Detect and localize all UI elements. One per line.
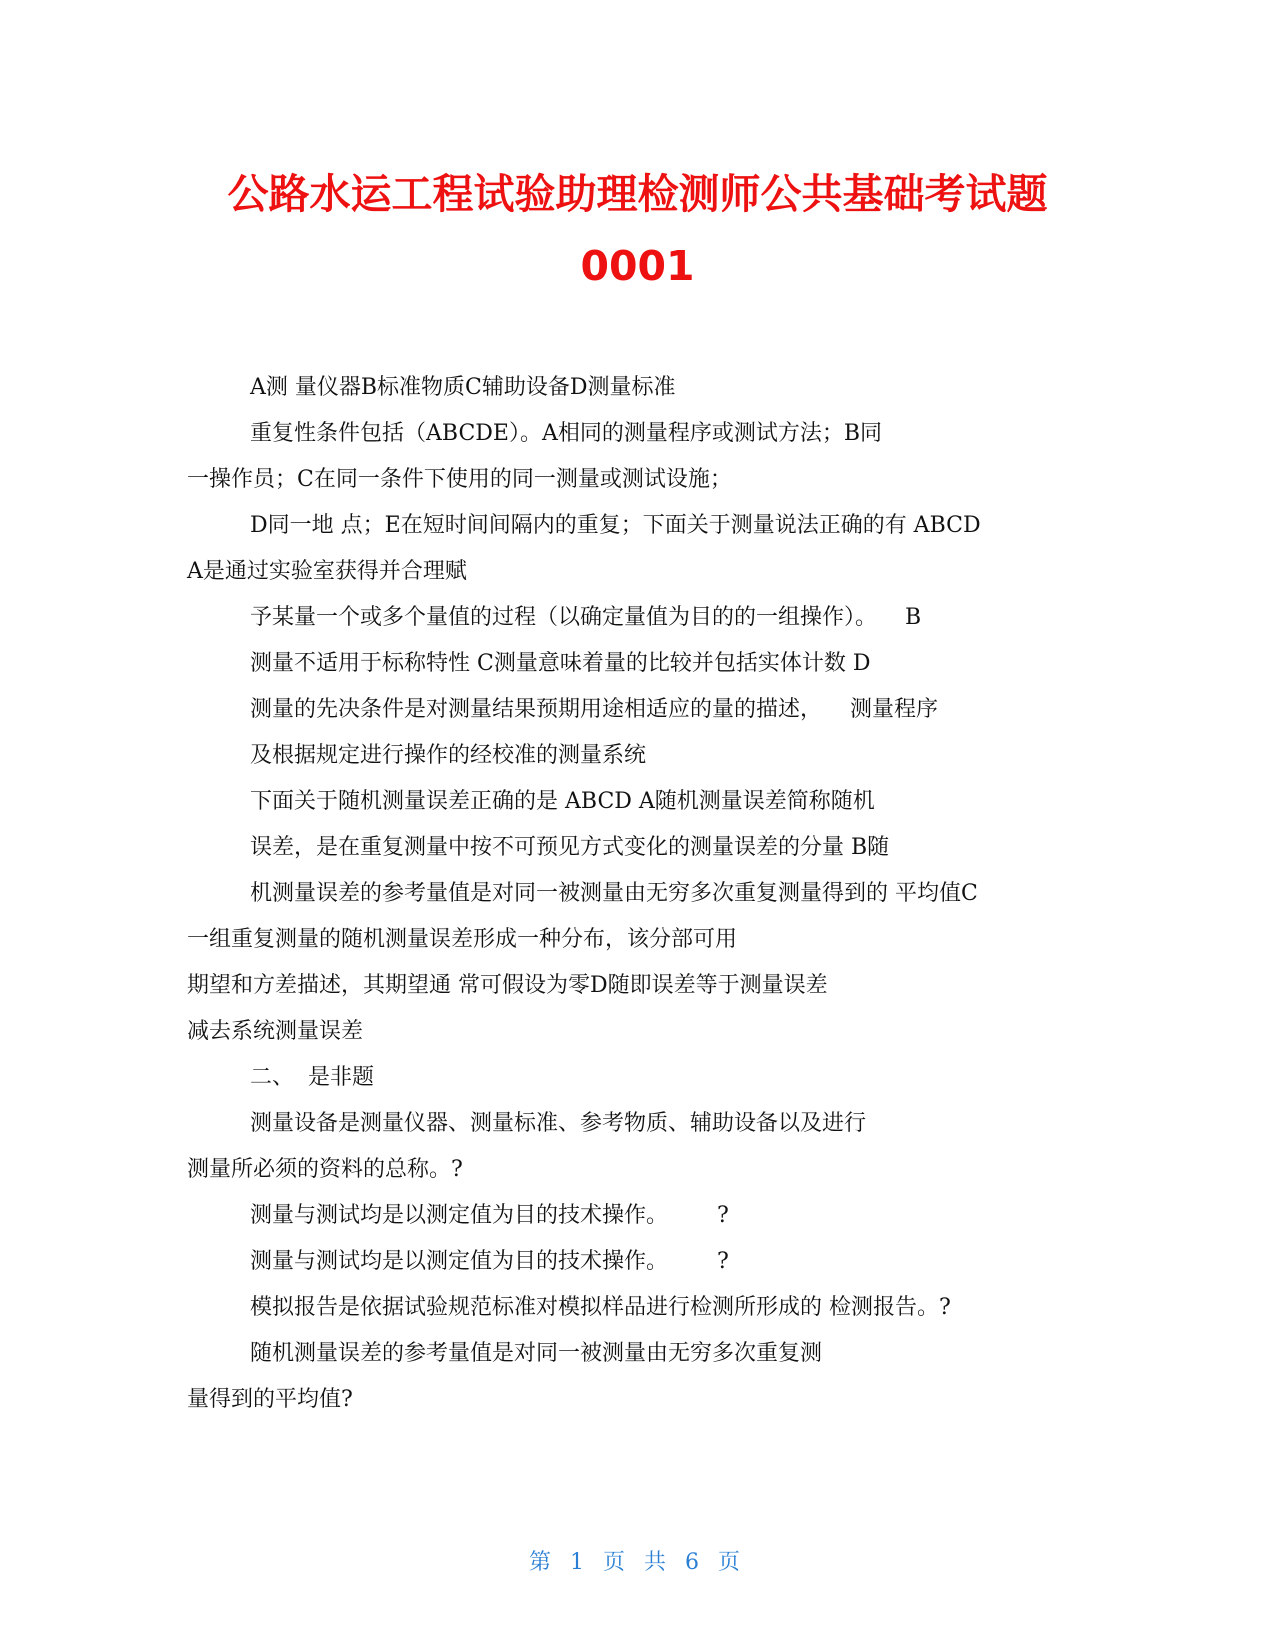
body-line: 机测量误差的参考量值是对同一被测量由无穷多次重复测量得到的 平均值C xyxy=(250,881,978,906)
body-line: 测量与测试均是以测定值为目的技术操作。 ? xyxy=(250,1249,729,1274)
body-line: 模拟报告是依据试验规范标准对模拟样品进行检测所形成的 检测报告。? xyxy=(250,1295,951,1320)
body-line: A是通过实验室获得并合理赋 xyxy=(187,559,467,584)
body-line: D同一地 点；E在短时间间隔内的重复；下面关于测量说法正确的有 ABCD xyxy=(250,513,981,538)
body-line: 重复性条件包括（ABCDE）。A相同的测量程序或测试方法；B同 xyxy=(250,421,883,446)
title-line-2: 0001 xyxy=(580,242,695,290)
body-line: 减去系统测量误差 xyxy=(187,1019,364,1044)
document-title xyxy=(0,158,1275,302)
body-line: 测量的先决条件是对测量结果预期用途相适应的量的描述， 测量程序 xyxy=(250,697,938,722)
body-line: 测量与测试均是以测定值为目的技术操作。 ? xyxy=(250,1203,729,1228)
section-heading: 二、 是非题 xyxy=(250,1065,374,1090)
body-line: 随机测量误差的参考量值是对同一被测量由无穷多次重复测 xyxy=(250,1341,823,1366)
body-line: 一组重复测量的随机测量误差形成一种分布，该分部可用 xyxy=(187,927,738,952)
body-line: 一操作员；C在同一条件下使用的同一测量或测试设施； xyxy=(187,467,732,492)
body-line: 予某量一个或多个量值的过程（以确定量值为目的的一组操作）。 B xyxy=(250,605,922,630)
body-line: 下面关于随机测量误差正确的是 ABCD A随机测量误差简称随机 xyxy=(250,789,875,814)
body-line: 测量所必须的资料的总称。? xyxy=(187,1157,463,1182)
title-line-1: 公路水运工程试验助理检测师公共基础考试题 xyxy=(227,170,1048,218)
body-line: 测量不适用于标称特性 C测量意味着量的比较并包括实体计数 D xyxy=(250,651,871,676)
body-line: 误差，是在重复测量中按不可预见方式变化的测量误差的分量 B随 xyxy=(250,835,890,860)
body-line: A测 量仪器B标准物质C辅助设备D测量标准 xyxy=(250,375,676,400)
page-footer: 第 1 页 共 6 页 xyxy=(529,1550,746,1575)
body-line: 期望和方差描述，其期望通 常可假设为零D随即误差等于测量误差 xyxy=(187,973,828,998)
body-line: 量得到的平均值? xyxy=(187,1387,353,1412)
body-line: 测量设备是测量仪器、测量标准、参考物质、辅助设备以及进行 xyxy=(250,1111,867,1136)
body-line: 及根据规定进行操作的经校准的测量系统 xyxy=(250,743,647,768)
